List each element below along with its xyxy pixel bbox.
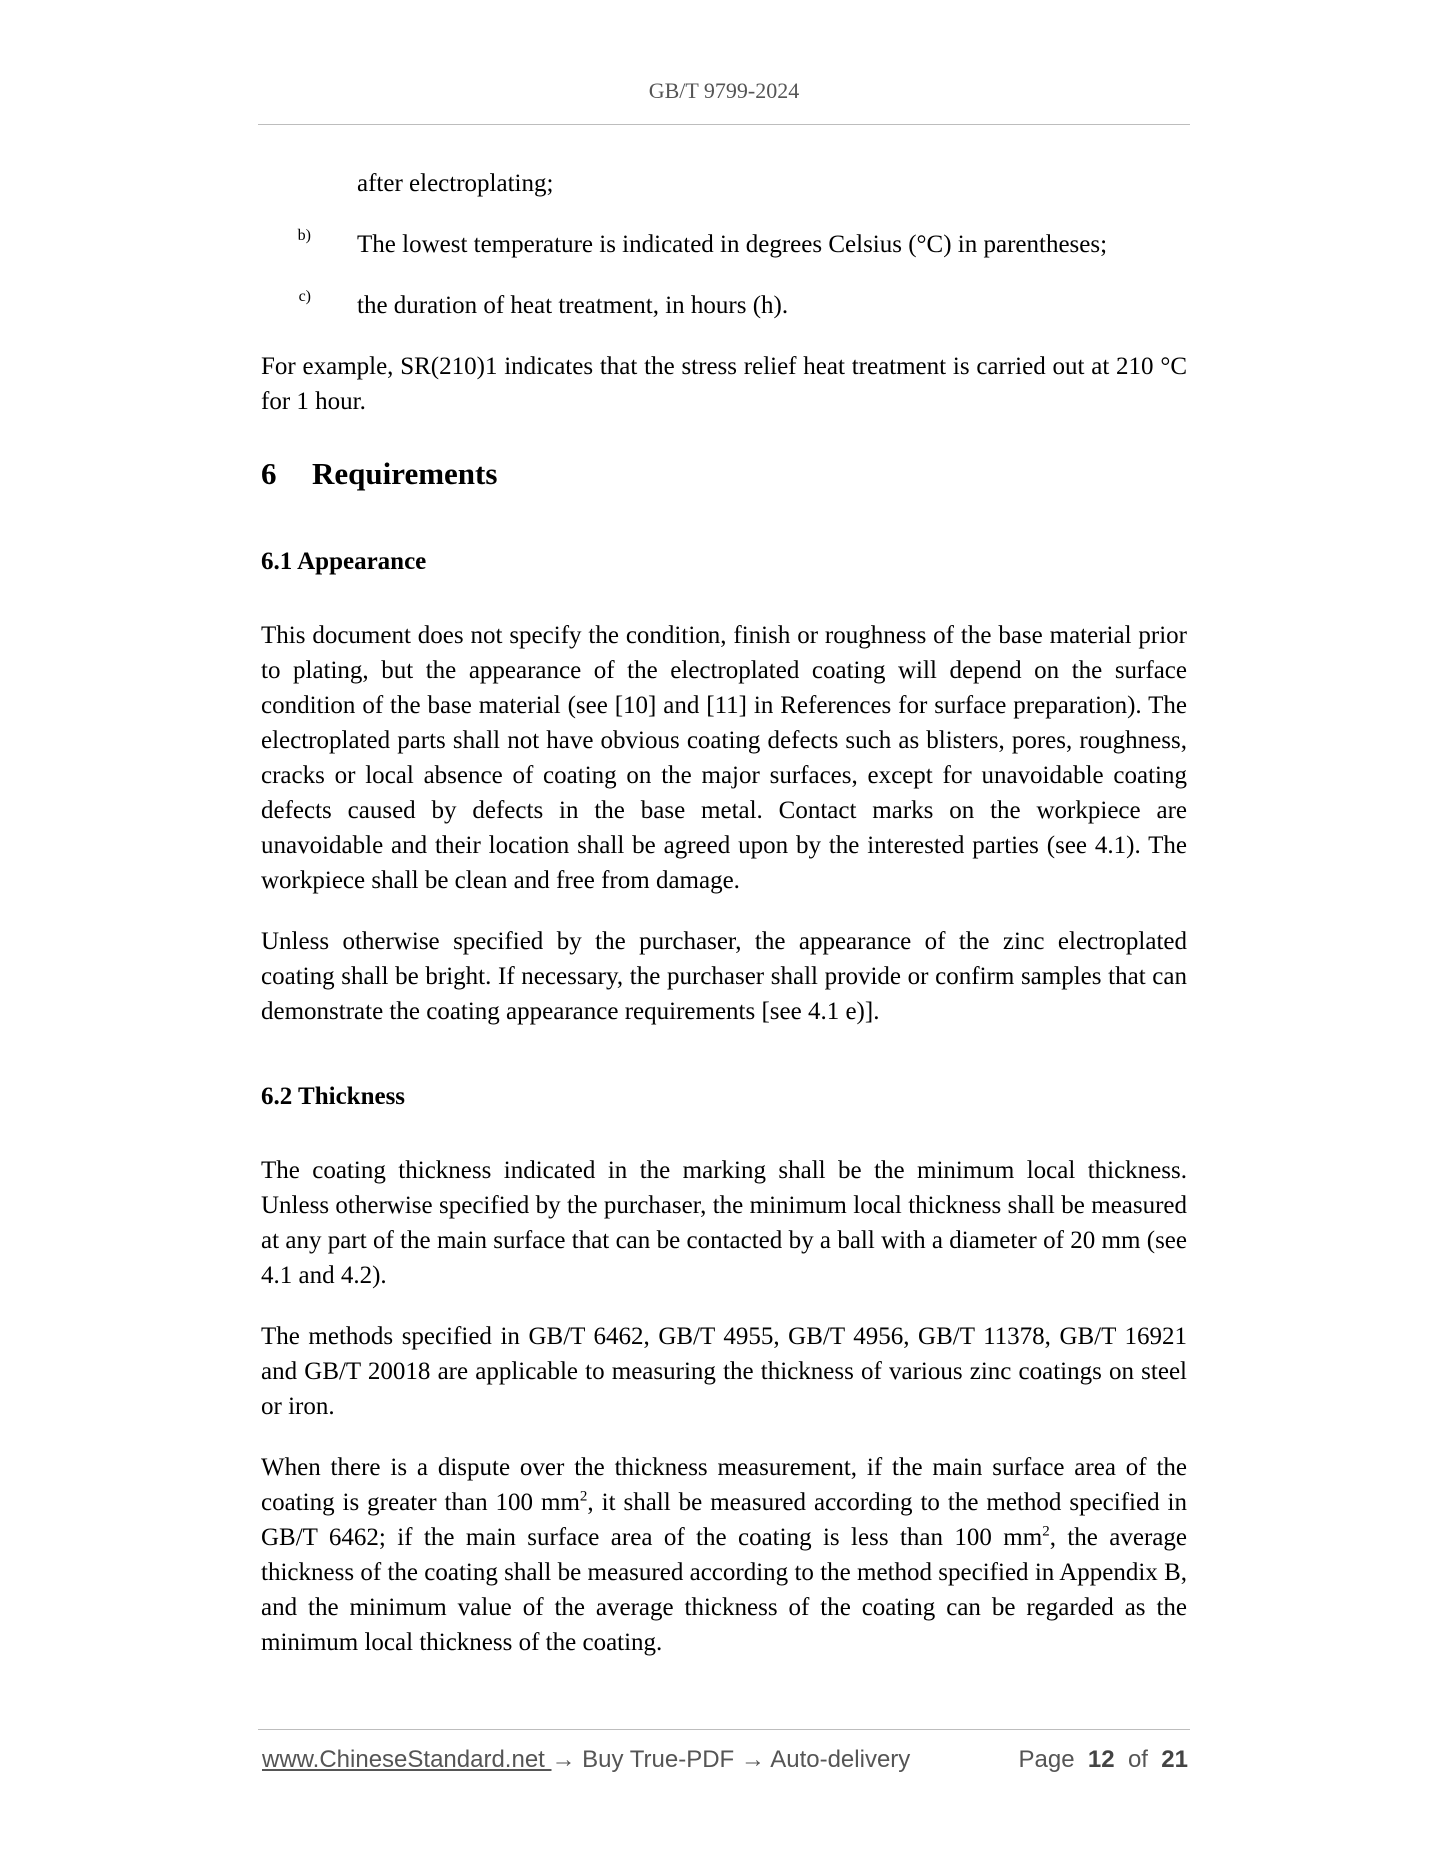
superscript: 2: [1042, 1523, 1050, 1540]
list-item-text: the duration of heat treatment, in hours (h).: [357, 292, 789, 319]
appearance-paragraph-2: Unless otherwise specified by the purchaser, the appearance of the zinc electroplated coating shall be bright. If necessary, the purchaser shall provide or confirm samples that can demonstrate the coating appearance requirements [see 4.1 e)].: [261, 928, 1187, 1025]
thickness-paragraph-1: The coating thickness indicated in the marking shall be the minimum local thickness. Unless otherwise specified by the purchaser, the minimum local thickness shall be measured at any part of the main surface that can be contacted by a ball with a diameter of 20 mm (see 4.1 and 4.2).: [261, 1157, 1187, 1289]
list-item-b: [261, 227, 1187, 262]
page-of: of: [1127, 1746, 1148, 1773]
page-current: 12: [1087, 1746, 1115, 1773]
text-run: When there is a dispute over the thickness measurement, if the main surface area of the coating is greater than 100 mm: [261, 1454, 1187, 1516]
list-item-text: The lowest temperature is indicated in degrees Celsius (°C) in parentheses;: [357, 231, 1108, 258]
website-link[interactable]: www.ChineseStandard.net: [262, 1746, 552, 1773]
footer-divider: [258, 1729, 1190, 1730]
page-indicator: [1018, 1746, 1188, 1774]
list-item-c: [261, 288, 1187, 323]
footer-left: [262, 1746, 910, 1774]
page-total: 21: [1161, 1746, 1188, 1773]
subsection-heading-appearance: 6.1 Appearance: [261, 548, 427, 575]
list-marker: c): [298, 288, 311, 305]
page-header-doc-code: GB/T 9799-2024: [648, 78, 800, 103]
thickness-paragraph-3: [261, 1450, 1187, 1660]
footer-trail: → Buy True-PDF → Auto-delivery: [551, 1746, 911, 1773]
text-run: , the average thickness of the coating shall be measured according to the method specified in Appendix B, and the minimum value of the average thickness of the coating can be regarded as the minimum local thickness of the coating.: [261, 1524, 1187, 1656]
example-paragraph: For example, SR(210)1 indicates that the stress relief heat treatment is carried out at 210 °C for 1 hour.: [261, 353, 1187, 415]
page-footer: [262, 1746, 1188, 1776]
superscript: 2: [579, 1488, 588, 1505]
appearance-paragraph-1: This document does not specify the condition, finish or roughness of the base material prior to plating, but the appearance of the electroplated coating will depend on the surface condition of the base material (see [10] and [11] in References for surface preparation). The electroplated parts shall not have obvious coating defects such as blisters, pores, roughness, cracks or local absence of coating on the major surfaces, except for unavoidable coating defects caused by defects in the base metal. Contact marks on the workpiece are unavoidable and their location shall be agreed upon by the interested parties (see 4.1). The workpiece shall be clean and free from damage.: [261, 622, 1187, 894]
section-heading: [261, 454, 1187, 494]
page-content: [261, 166, 1187, 1660]
section-number: 6: [261, 456, 277, 491]
subsection-heading-thickness: 6.2 Thickness: [261, 1083, 406, 1110]
list-marker: b): [297, 227, 311, 244]
thickness-paragraph-2: The methods specified in GB/T 6462, GB/T 4955, GB/T 4956, GB/T 11378, GB/T 16921 and GB/T 20018 are applicable to measuring the thickness of various zinc coatings on steel or iron.: [261, 1323, 1187, 1420]
section-title: Requirements: [312, 456, 498, 491]
list-continuation: after electroplating;: [357, 170, 554, 197]
text-run: , it shall be measured according to the method specified in GB/T 6462; if the main surface area of the coating is less than 100 mm: [261, 1489, 1188, 1551]
header-divider: [258, 124, 1190, 125]
page-label: Page: [1018, 1746, 1075, 1773]
